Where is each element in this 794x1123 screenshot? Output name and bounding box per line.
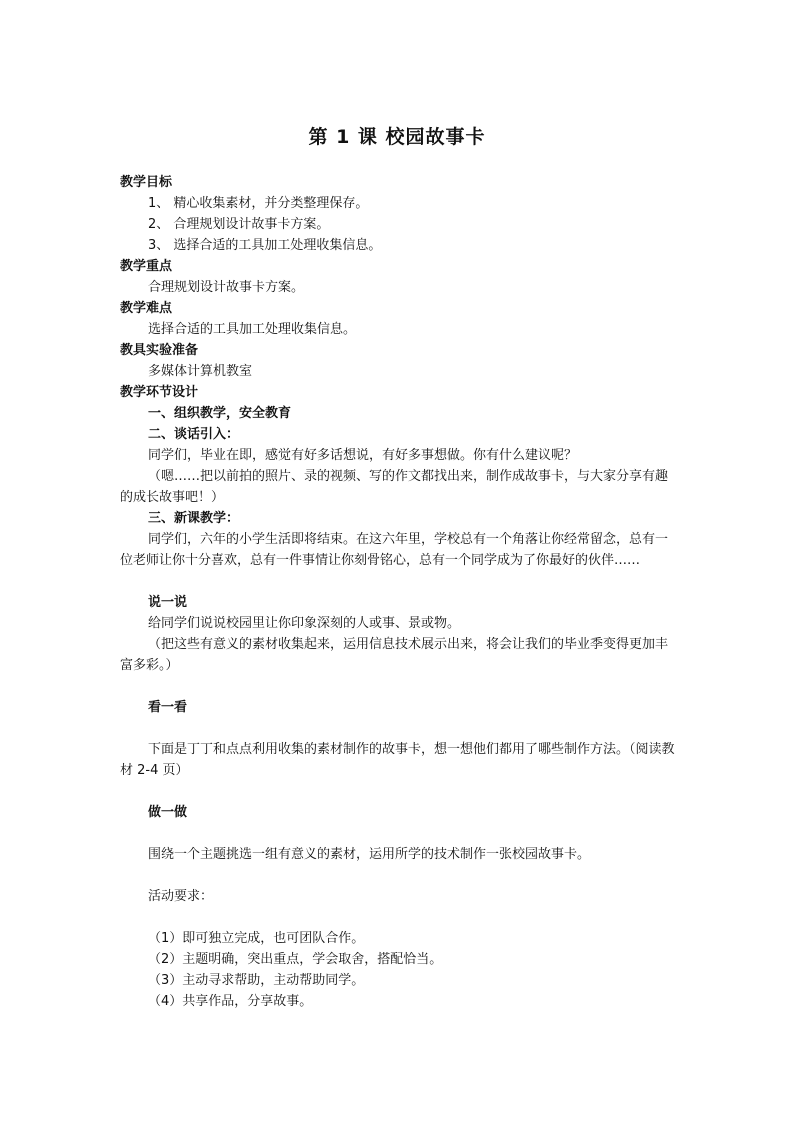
tools-heading: 教具实验准备: [120, 343, 199, 358]
say-note: （把这些有意义的素材收集起来，运用信息技术展示出来，将会让我们的毕业季变得更加丰富多彩。）: [120, 637, 669, 673]
do-heading: 做一做: [148, 805, 188, 820]
step-new-lesson: 三、新课教学：: [148, 511, 240, 526]
key-points-heading: 教学重点: [120, 259, 173, 274]
say-heading: 说一说: [148, 595, 188, 610]
key-points-text: 合理规划设计故事卡方案。: [148, 280, 305, 295]
intro-paragraph: 同学们，毕业在即，感觉有好多话想说，有好多事想做。你有什么建议呢？: [148, 448, 578, 463]
difficulty-heading: 教学难点: [120, 301, 173, 316]
requirement-item: （3）主动寻求帮助，主动帮助同学。: [148, 973, 365, 988]
lesson-title: 第 1 课 校园故事卡: [308, 126, 486, 148]
requirement-item: （2）主题明确，突出重点，学会取舍，搭配恰当。: [148, 952, 443, 967]
step-organize: 一、组织教学，安全教育: [148, 406, 292, 421]
intro-note: （嗯……把以前拍的照片、录的视频、写的作文都找出来，制作成故事卡，与大家分享有趣的成长故事吧！）: [120, 469, 669, 505]
goal-item: 1、 精心收集素材，并分类整理保存。: [148, 196, 369, 211]
new-lesson-paragraph: 同学们，六年的小学生活即将结束。在这六年里，学校总有一个角落让你经常留念，总有一位老师让你十分喜欢，总有一件事情让你刻骨铭心，总有一个同学成为了你最好的伙伴……: [120, 532, 669, 568]
do-paragraph: 围绕一个主题挑选一组有意义的素材，运用所学的技术制作一张校园故事卡。: [148, 847, 591, 862]
goals-heading: 教学目标: [120, 175, 173, 190]
process-heading: 教学环节设计: [120, 385, 199, 400]
step-intro: 二、谈话引入：: [148, 427, 240, 442]
requirements-label: 活动要求：: [148, 889, 214, 904]
tools-text: 多媒体计算机教室: [148, 364, 253, 379]
requirement-item: （1）即可独立完成，也可团队合作。: [148, 931, 365, 946]
goal-item: 2、 合理规划设计故事卡方案。: [148, 217, 330, 232]
goal-item: 3、 选择合适的工具加工处理收集信息。: [148, 238, 382, 253]
difficulty-text: 选择合适的工具加工处理收集信息。: [148, 322, 357, 337]
look-paragraph: 下面是丁丁和点点利用收集的素材制作的故事卡，想一想他们都用了哪些制作方法。（阅读教材 2-4 页）: [120, 742, 675, 778]
lesson-body: [120, 172, 680, 1012]
requirement-item: （4）共享作品，分享故事。: [148, 994, 313, 1009]
look-heading: 看一看: [148, 700, 188, 715]
say-paragraph: 给同学们说说校园里让你印象深刻的人或事、景或物。: [148, 616, 461, 631]
